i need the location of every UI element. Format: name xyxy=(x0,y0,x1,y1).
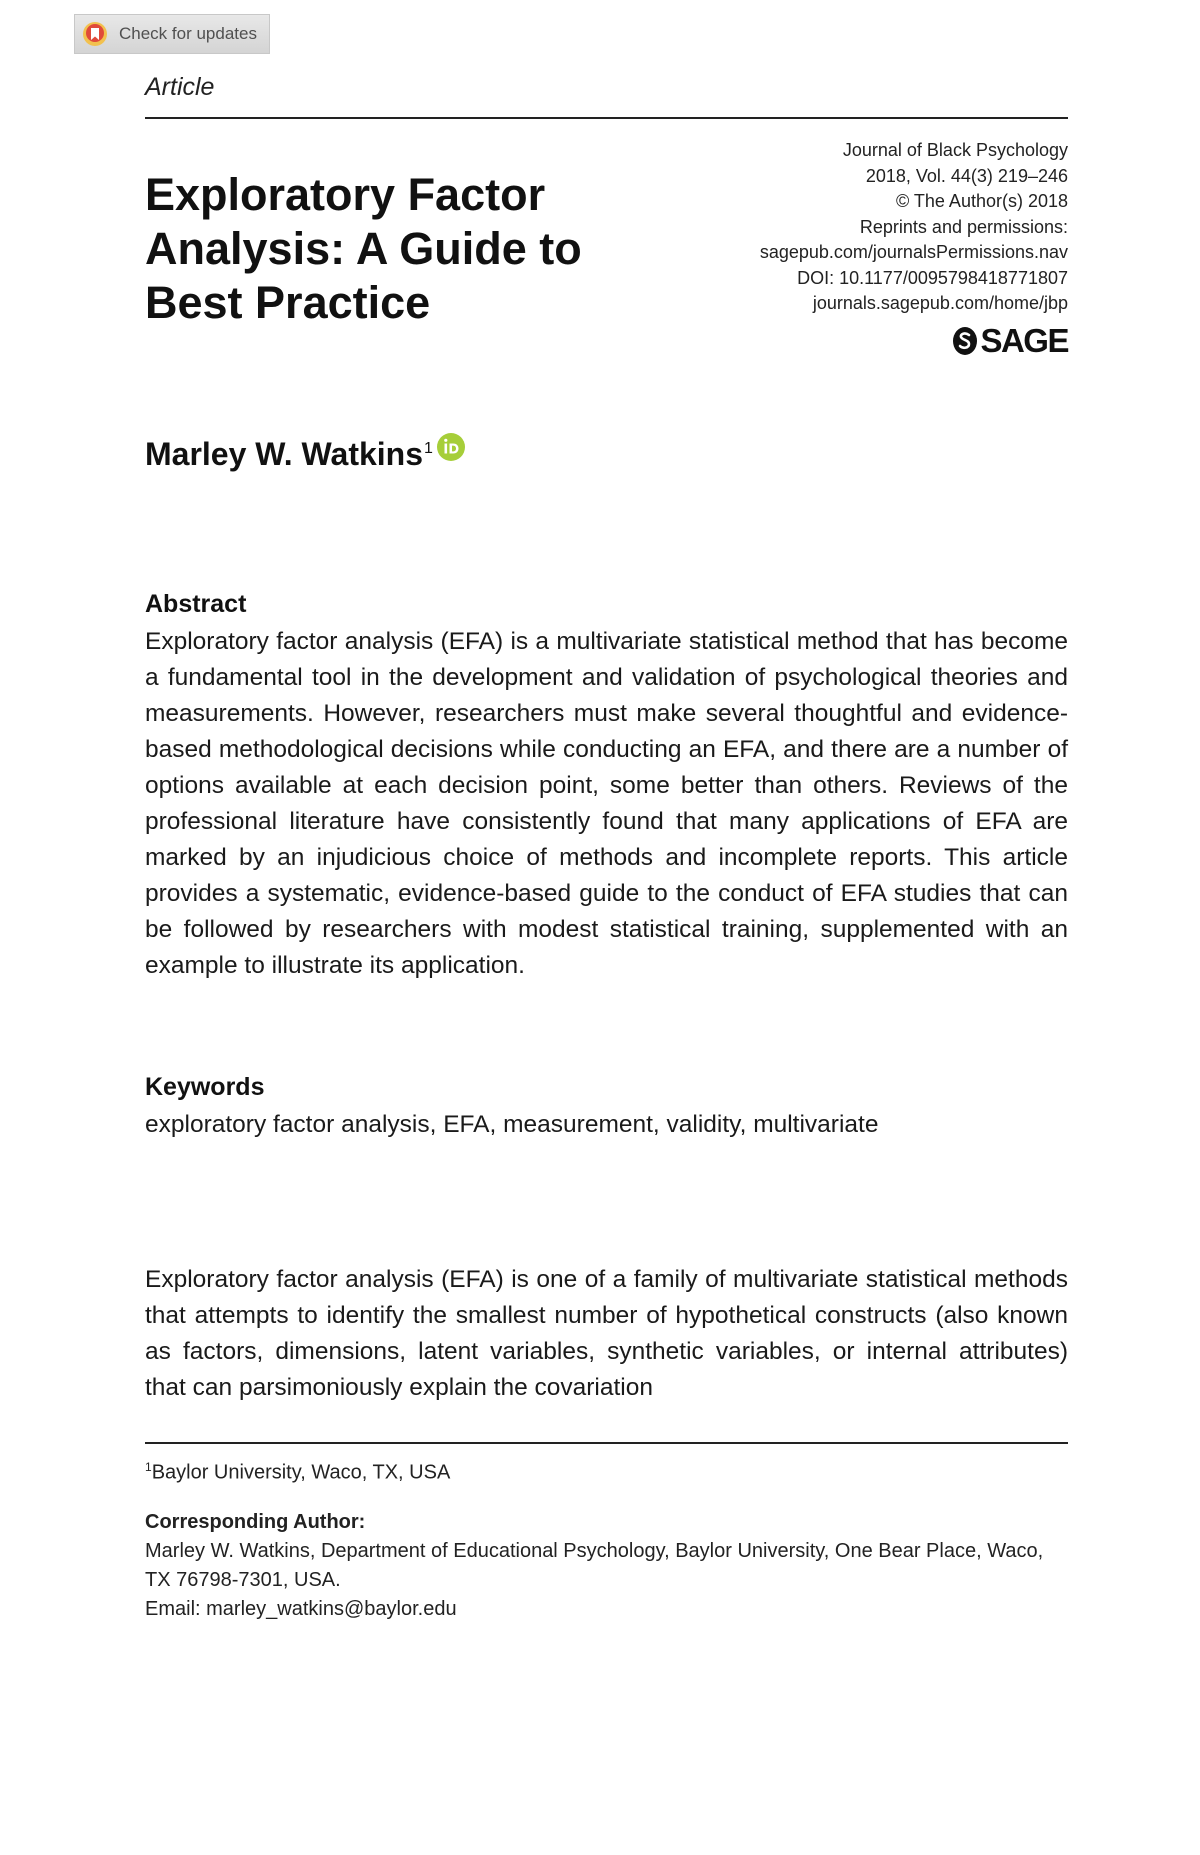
sage-logo-text: SAGE xyxy=(980,322,1068,359)
journal-home-link[interactable]: journals.sagepub.com/home/jbp xyxy=(812,293,1068,313)
article-type-label: Article xyxy=(145,73,215,101)
sage-logo xyxy=(952,322,1068,360)
affiliation-marker: 1 xyxy=(145,1460,152,1474)
check-for-updates-label: Check for updates xyxy=(119,24,257,43)
body-paragraph: Exploratory factor analysis (EFA) is one of a family of multivariate statistical methods that attempts to identify the smallest number of hypothetical constructs (also known as factors, dimensions, latent variables, synthetic variables, or internal attributes) that can parsimoniously explain the covariation xyxy=(145,1266,1068,1401)
author-email-link[interactable]: marley_watkins@baylor.edu xyxy=(206,1598,457,1620)
journal-doi[interactable]: DOI: 10.1177/0095798418771807 xyxy=(797,267,1068,288)
author-name: Marley W. Watkins xyxy=(145,436,423,472)
orcid-icon[interactable] xyxy=(436,432,466,462)
abstract-text: Exploratory factor analysis (EFA) is a multivariate statistical method that has become a fundamental tool in the development and validation of psychological theories and measurements. However, researchers must make several thoughtful and evidence-based methodological decisions while conducting an EFA, and there are a number of options available at each decision point, some better than others. Reviews of the professional literature have consistently found that many applications of EFA are marked by an injudicious choice of methods and incomplete reports. This article provides a systematic, evidence-based guide to the conduct of EFA studies that can be followed by researchers with modest statistical training, supplemented with an example to illustrate its application. xyxy=(145,628,1068,979)
paper-title: Exploratory Factor Analysis: A Guide to Best Practice xyxy=(145,169,582,328)
journal-copyright: © The Author(s) 2018 xyxy=(895,191,1068,211)
journal-reprints: Reprints and permissions: xyxy=(859,216,1068,237)
affiliation-footnote xyxy=(145,1460,450,1485)
journal-permissions-link[interactable]: sagepub.com/journalsPermissions.nav xyxy=(759,242,1068,262)
corresponding-author-block xyxy=(145,1508,1068,1624)
keywords-heading: Keywords xyxy=(145,1073,265,1101)
author-line xyxy=(145,436,466,473)
affiliation-text: Baylor University, Waco, TX, USA xyxy=(151,1461,451,1484)
email-label: Email: xyxy=(145,1598,201,1620)
abstract-heading: Abstract xyxy=(145,590,247,618)
journal-volume: 2018, Vol. 44(3) 219–246 xyxy=(865,165,1068,186)
journal-meta xyxy=(760,138,1068,317)
header-divider xyxy=(145,117,1068,119)
check-for-updates-button[interactable] xyxy=(74,14,270,54)
keywords-text: exploratory factor analysis, EFA, measurement, validity, multivariate xyxy=(145,1111,879,1138)
corresponding-author-address: Marley W. Watkins, Department of Educational Psychology, Baylor University, One Bear Place, Waco, TX 76798-7301, USA. xyxy=(145,1540,1044,1591)
footnote-divider xyxy=(145,1442,1068,1444)
sage-emblem-icon xyxy=(952,326,978,356)
author-affiliation-marker: 1 xyxy=(424,440,433,457)
check-updates-icon xyxy=(81,20,109,48)
corresponding-author-heading: Corresponding Author: xyxy=(145,1511,366,1533)
journal-name: Journal of Black Psychology xyxy=(842,140,1068,160)
